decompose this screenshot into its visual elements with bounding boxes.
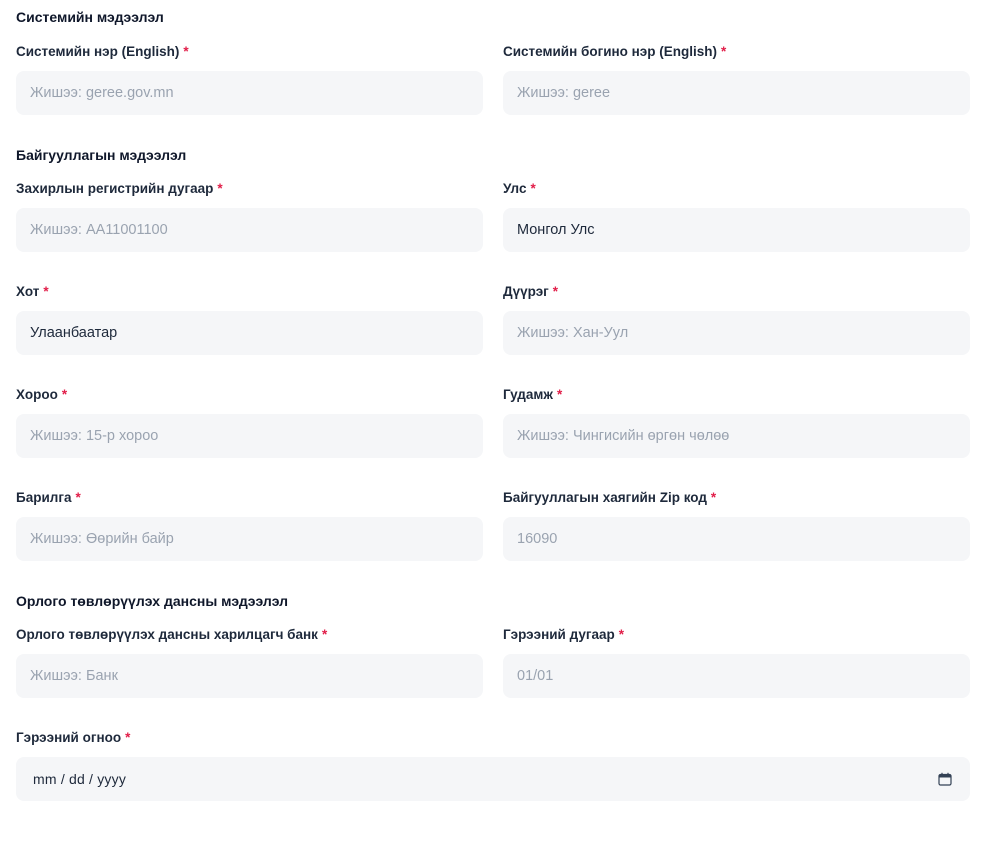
street-input[interactable] [503, 414, 970, 458]
field-city [16, 283, 483, 355]
field-label: Гудамж * [503, 387, 563, 402]
field-label: Гэрээний огноо * [16, 730, 131, 745]
field-street [503, 386, 970, 458]
country-input[interactable] [503, 208, 970, 252]
field-district [503, 283, 970, 355]
input-placeholder: 01/01 [517, 668, 554, 684]
input-placeholder: Жишээ: Банк [30, 668, 118, 684]
building-input[interactable] [16, 517, 483, 561]
field-zip [503, 489, 970, 561]
required-marker: * [43, 284, 49, 299]
required-marker: * [552, 284, 559, 299]
khoroo-input[interactable] [16, 414, 483, 458]
field-khoroo [16, 386, 483, 458]
input-value: Монгол Улс [517, 222, 595, 238]
input-placeholder: Жишээ: Хан-Уул [517, 325, 629, 341]
input-placeholder: Жишээ: geree [517, 85, 611, 101]
reg-number-input[interactable] [16, 208, 483, 252]
field-label: Улс * [503, 181, 536, 196]
field-label: Барилга * [16, 490, 81, 505]
required-marker: * [75, 490, 81, 505]
input-placeholder: 16090 [517, 531, 558, 547]
required-marker: * [321, 627, 328, 642]
required-marker: * [618, 627, 624, 642]
required-marker: * [61, 387, 68, 402]
required-marker: * [556, 387, 563, 402]
field-bank [16, 626, 483, 698]
bank-input[interactable] [16, 654, 483, 698]
field-label: Байгууллагын хаягийн Zip код * [503, 490, 717, 505]
required-marker: * [183, 44, 189, 59]
field-label: Орлого төвлөрүүлэх дансны харилцагч банк * [16, 627, 328, 642]
required-marker: * [721, 44, 727, 59]
required-marker: * [710, 490, 717, 505]
input-placeholder: Жишээ: 15-р хороо [30, 428, 159, 444]
field-label: Системийн нэр (English) * [16, 44, 189, 59]
field-label: Захирлын регистрийн дугаар * [16, 181, 223, 196]
required-marker: * [125, 730, 131, 745]
field-system-name [16, 43, 483, 115]
field-building [16, 489, 483, 561]
field-reg-number [16, 180, 483, 252]
section-title-organization: Байгууллагын мэдээлэл [16, 147, 187, 163]
section-title-system: Системийн мэдээлэл [16, 9, 164, 25]
field-label: Хот * [16, 284, 49, 299]
system-name-input[interactable] [16, 71, 483, 115]
system-short-name-input[interactable] [503, 71, 970, 115]
city-input[interactable] [16, 311, 483, 355]
field-label: Системийн богино нэр (English) * [503, 44, 727, 59]
input-placeholder: Жишээ: Өөрийн байр [30, 531, 174, 547]
required-marker: * [530, 181, 536, 196]
contract-date-input[interactable] [16, 757, 970, 801]
field-system-short-name [503, 43, 970, 115]
district-input[interactable] [503, 311, 970, 355]
zip-input[interactable] [503, 517, 970, 561]
input-value: Улаанбаатар [30, 325, 118, 341]
calendar-icon[interactable] [937, 771, 953, 787]
field-label: Дүүрэг * [503, 284, 559, 299]
input-placeholder: Жишээ: Чингисийн өргөн чөлөө [517, 428, 730, 444]
date-placeholder: mm / dd / yyyy [33, 771, 127, 787]
input-placeholder: Жишээ: geree.gov.mn [30, 85, 174, 101]
input-placeholder: Жишээ: AA11001100 [30, 222, 168, 238]
field-label: Хороо * [16, 387, 68, 402]
field-contract-date [16, 729, 970, 801]
contract-number-input[interactable] [503, 654, 970, 698]
section-title-account: Орлого төвлөрүүлэх дансны мэдээлэл [16, 593, 289, 609]
field-contract-number [503, 626, 970, 698]
required-marker: * [217, 181, 223, 196]
field-country [503, 180, 970, 252]
field-label: Гэрээний дугаар * [503, 627, 624, 642]
